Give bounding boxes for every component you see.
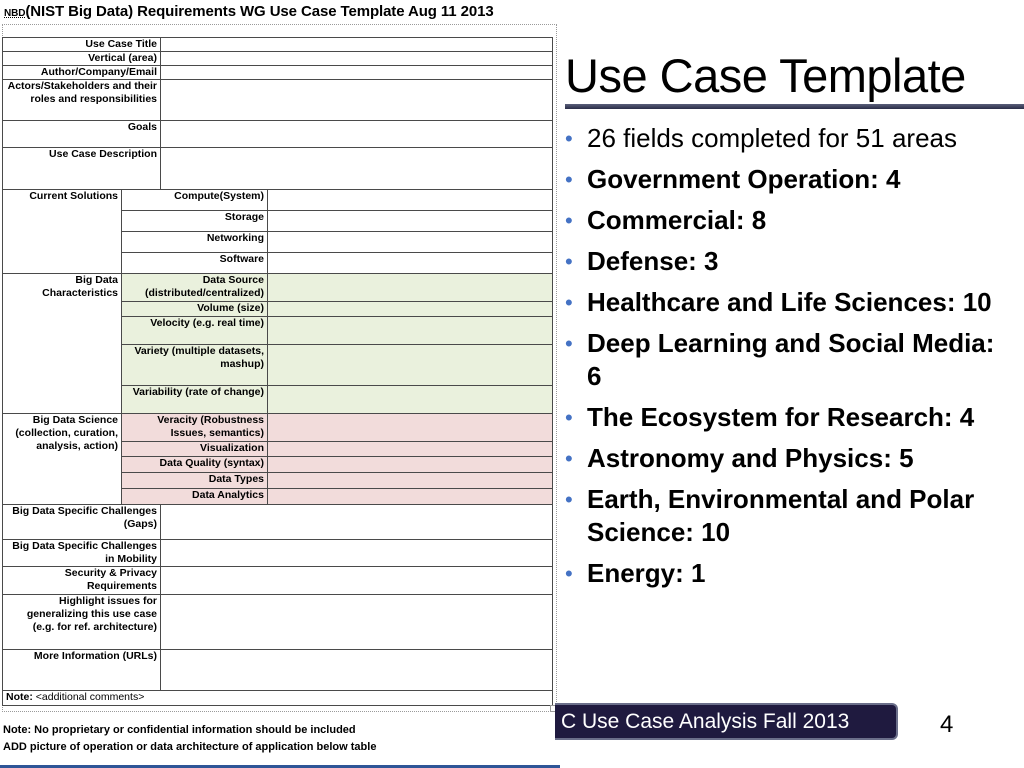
bullet-item	[565, 122, 1005, 155]
row-label: Big Data Specific Challenges in Mobility	[3, 540, 161, 567]
sub-label: Data Analytics	[122, 489, 268, 505]
bullet-text: Commercial: 8	[587, 205, 767, 235]
document-title-text: (NIST Big Data) Requirements WG Use Case Template Aug 11 2013	[25, 3, 494, 20]
bullet-item	[565, 204, 1005, 237]
row-value	[268, 473, 553, 489]
row-label: Actors/Stakeholders and their roles and responsibilities	[3, 80, 161, 121]
row-value	[161, 595, 553, 650]
note-text: <additional comments>	[32, 691, 145, 703]
bullet-text: Healthcare and Life Sciences: 10	[587, 287, 992, 317]
group-label-current-solutions: Current Solutions	[3, 190, 122, 274]
bullet-text: Astronomy and Physics: 5	[587, 443, 914, 473]
bullet-item	[565, 442, 1005, 475]
bullet-text: 26 fields completed for 51 areas	[587, 123, 957, 153]
row-value	[161, 52, 553, 66]
row-label: Use Case Title	[3, 38, 161, 52]
group-label-big-data-science: Big Data Science (collection, curation, analysis, action)	[3, 414, 122, 505]
row-value	[268, 317, 553, 345]
bullet-dot-icon: •	[565, 126, 573, 151]
sub-label: Compute(System)	[122, 190, 268, 211]
bullet-item	[565, 401, 1005, 434]
row-label: Security & Privacy Requirements	[3, 567, 161, 595]
bullet-item	[565, 286, 1005, 319]
sub-label: Volume (size)	[122, 302, 268, 317]
row-value	[161, 540, 553, 567]
bullet-dot-icon: •	[565, 249, 573, 274]
group-label-big-data-characteristics: Big Data Characteristics	[3, 274, 122, 414]
row-label: Author/Company/Email	[3, 66, 161, 80]
sub-label: Networking	[122, 232, 268, 253]
document-title	[4, 3, 494, 20]
sub-label: Variability (rate of change)	[122, 386, 268, 414]
sub-label: Data Source (distributed/centralized)	[122, 274, 268, 302]
footer-banner: C Use Case Analysis Fall 2013	[555, 703, 898, 740]
sub-label: Software	[122, 253, 268, 274]
sub-label: Visualization	[122, 442, 268, 457]
row-label: Goals	[3, 121, 161, 148]
bullet-dot-icon: •	[565, 331, 573, 356]
row-label: Big Data Specific Challenges (Gaps)	[3, 505, 161, 540]
row-value	[268, 442, 553, 457]
bullet-dot-icon: •	[565, 208, 573, 233]
row-value	[268, 489, 553, 505]
row-value	[268, 386, 553, 414]
use-case-template-table	[2, 37, 553, 706]
sub-label: Data Quality (syntax)	[122, 457, 268, 473]
bullet-text: Earth, Environmental and Polar Science: 10	[587, 484, 975, 547]
bullet-item	[565, 163, 1005, 196]
sub-label: Veracity (Robustness Issues, semantics)	[122, 414, 268, 442]
row-value	[161, 505, 553, 540]
page-number: 4	[940, 711, 954, 738]
footer-note-1: Note: No proprietary or confidential information should be included	[3, 724, 356, 736]
row-value	[268, 232, 553, 253]
row-value	[161, 80, 553, 121]
bullet-item	[565, 483, 1005, 549]
row-value	[268, 302, 553, 317]
note-row	[3, 691, 553, 706]
sub-label: Data Types	[122, 473, 268, 489]
row-value	[268, 457, 553, 473]
row-label: Use Case Description	[3, 148, 161, 190]
row-value	[161, 148, 553, 190]
footer-note-2: ADD picture of operation or data architecture of application below table	[3, 741, 377, 753]
row-value	[268, 253, 553, 274]
note-label: Note:	[6, 691, 33, 703]
bullet-dot-icon: •	[565, 446, 573, 471]
row-value	[161, 66, 553, 80]
slide-title: Use Case Template	[565, 49, 966, 102]
sub-label: Velocity (e.g. real time)	[122, 317, 268, 345]
row-value	[268, 345, 553, 386]
row-value	[161, 38, 553, 52]
bullet-dot-icon: •	[565, 561, 573, 586]
bullet-text: Deep Learning and Social Media: 6	[587, 328, 995, 391]
sub-label: Storage	[122, 211, 268, 232]
bullet-item	[565, 245, 1005, 278]
row-value	[268, 190, 553, 211]
bullet-dot-icon: •	[565, 487, 573, 512]
bullet-item	[565, 327, 1005, 393]
bullet-text: The Ecosystem for Research: 4	[587, 402, 975, 432]
row-label: Highlight issues for generalizing this use case (e.g. for ref. architecture)	[3, 595, 161, 650]
bullet-dot-icon: •	[565, 167, 573, 192]
sub-label: Variety (multiple datasets, mashup)	[122, 345, 268, 386]
row-value	[268, 414, 553, 442]
bullet-dot-icon: •	[565, 405, 573, 430]
row-value	[161, 650, 553, 691]
nbd-prefix: NBD	[4, 8, 26, 19]
bullet-text: Government Operation: 4	[587, 164, 901, 194]
row-value	[161, 121, 553, 148]
bullet-dot-icon: •	[565, 290, 573, 315]
bullet-item	[565, 557, 1005, 590]
bullet-text: Energy: 1	[587, 558, 706, 588]
row-label: Vertical (area)	[3, 52, 161, 66]
row-value	[161, 567, 553, 595]
bullet-text: Defense: 3	[587, 246, 719, 276]
row-label: More Information (URLs)	[3, 650, 161, 691]
row-value	[268, 274, 553, 302]
row-value	[268, 211, 553, 232]
title-rule	[565, 104, 1024, 109]
bullet-list	[565, 122, 1005, 598]
